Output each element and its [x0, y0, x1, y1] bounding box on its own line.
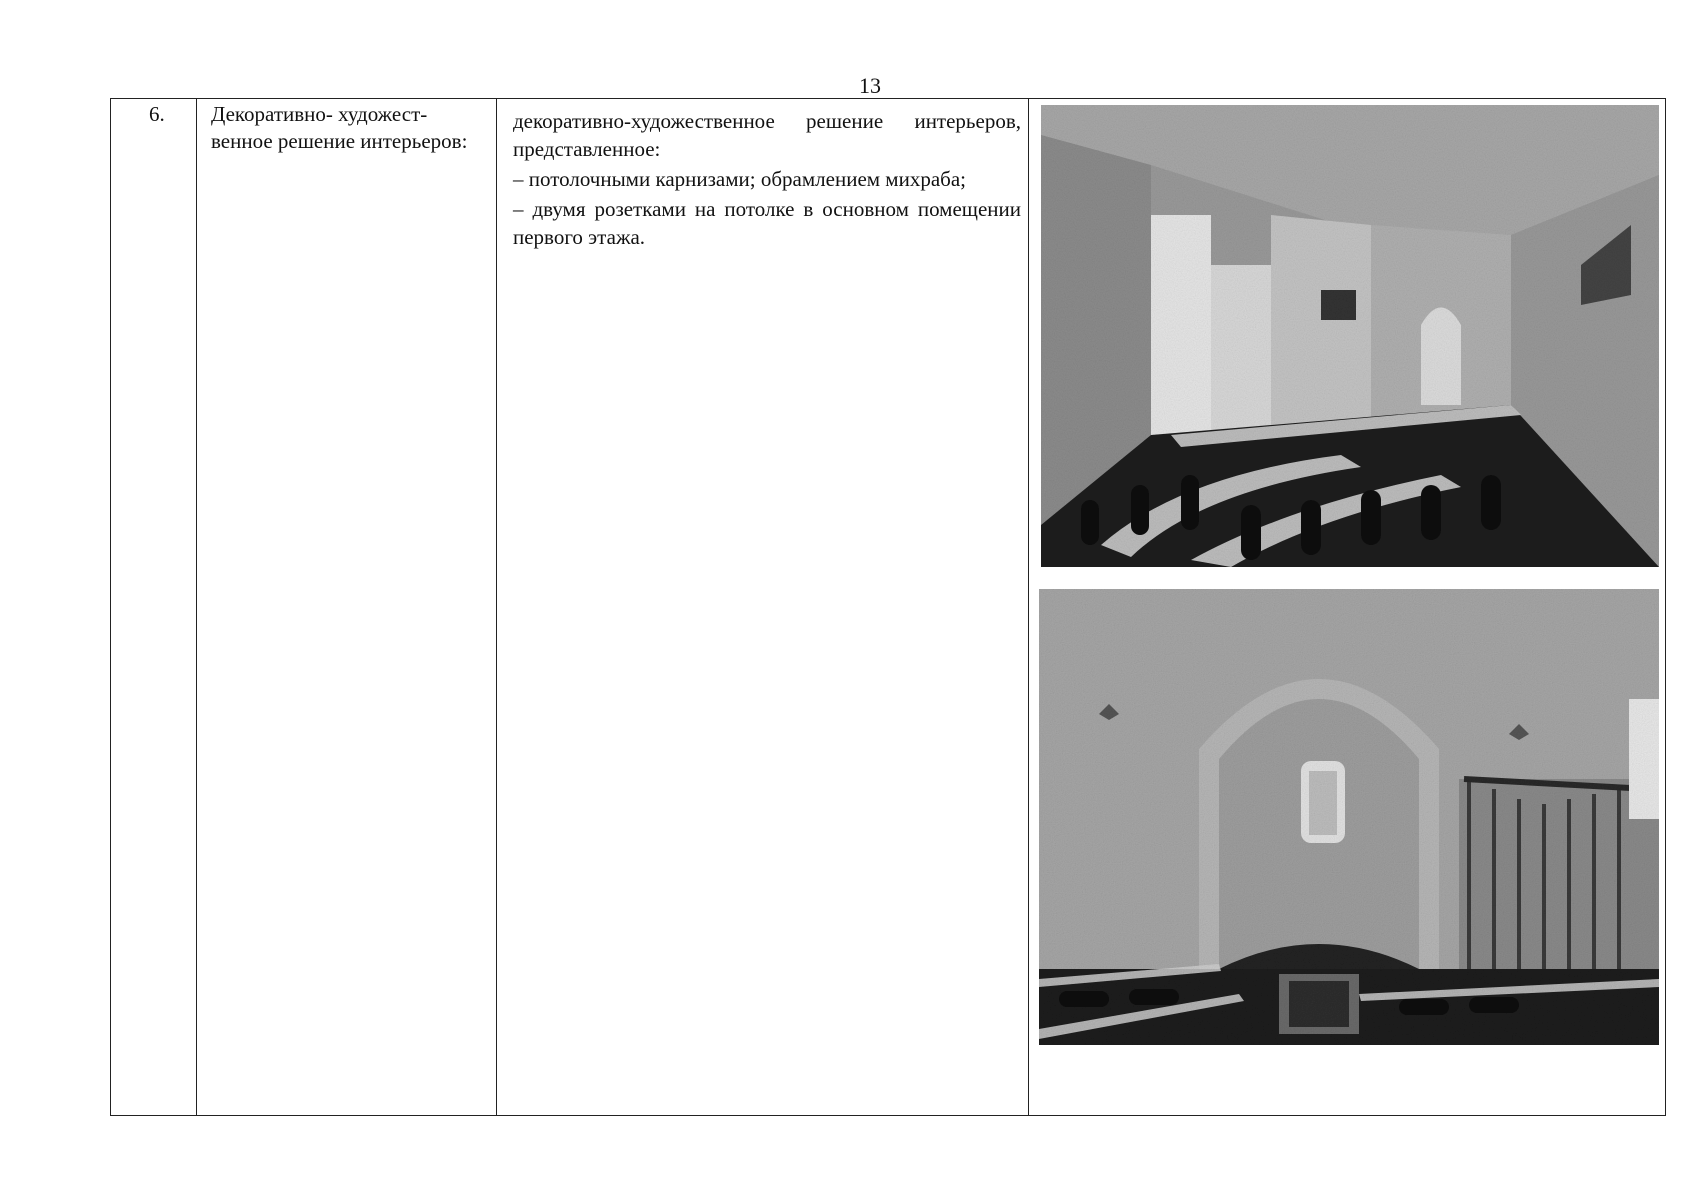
description-cell — [497, 99, 1029, 1115]
description-line: декоративно-художественное решение интерьеров, представленное: — [513, 109, 1021, 161]
page-number: 13 — [859, 73, 881, 98]
description-table — [110, 98, 1666, 1116]
description-line: – двумя розетками на потолке в основном помещении первого этажа. — [513, 197, 1021, 249]
photo-corridor-interior — [1041, 105, 1659, 567]
row-title: Декоративно- художест-венное решение интерьеров: — [211, 102, 468, 153]
description-text — [513, 107, 1021, 253]
photo-mihrab-and-staircase — [1039, 589, 1659, 1045]
photos-cell — [1029, 99, 1665, 1115]
number-cell — [111, 99, 197, 1115]
title-cell — [197, 99, 497, 1115]
description-line: – потолочными карнизами; обрамлением михраба; — [513, 167, 966, 191]
row-number: 6. — [149, 102, 165, 126]
